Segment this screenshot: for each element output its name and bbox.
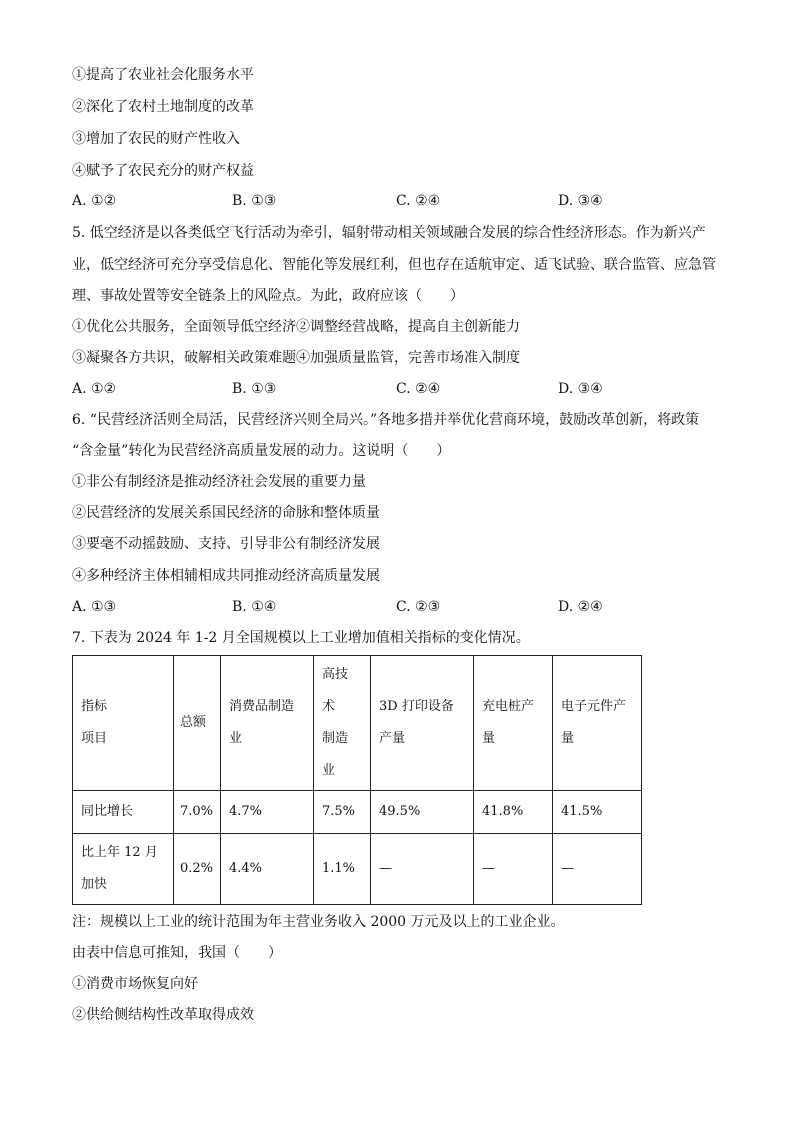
q7-statement-2: ②供给侧结构性改革取得成效 [72, 1007, 254, 1023]
row-label-vs-december-line-1: 比上年 12 月 [81, 845, 158, 860]
row-label-yoy: 同比增长 [73, 791, 174, 834]
cell-yoy-3d: 49.5% [371, 791, 474, 834]
q4-option-c[interactable]: C. ②④ [396, 193, 441, 209]
header-consumer-goods [221, 656, 314, 791]
q4-statement-1: ①提高了农业社会化服务水平 [72, 67, 254, 83]
header-electronic-components-line-2: 量 [561, 731, 575, 746]
corner-label-indicator: 指标 [81, 699, 108, 714]
q6-option-a[interactable]: A. ①③ [72, 599, 117, 615]
header-consumer-goods-line-2: 业 [229, 731, 243, 746]
cell-dec-electronic: — [553, 834, 642, 905]
q7-question: 由表中信息可推知，我国（ ） [72, 945, 282, 961]
q7-statement-1: ①消费市场恢复向好 [72, 976, 198, 992]
cell-yoy-electronic: 41.5% [553, 791, 642, 834]
q4-option-b[interactable]: B. ①③ [232, 193, 277, 209]
header-3d-printer-line-1: 3D 打印设备 [379, 699, 454, 714]
header-high-tech-line-3: 制造 [322, 731, 349, 746]
header-charging-pile [474, 656, 553, 791]
q7-intro: 7. 下表为 2024 年 1-2 月全国规模以上工业增加值相关指标的变化情况。 [72, 630, 530, 646]
header-total-text: 总额 [180, 715, 207, 730]
table-corner-cell [73, 656, 174, 791]
cell-dec-3d: — [371, 834, 474, 905]
header-electronic-components [553, 656, 642, 791]
row-label-vs-december-line-2: 加快 [81, 877, 108, 892]
q5-stem-line-2: 业，低空经济可充分享受信息化、智能化等发展红利，但也存在适航审定、适飞试验、联合监管、应急管 [72, 257, 716, 273]
table-row-vs-december [73, 834, 642, 905]
q6-stem-line-2: “含金量”转化为民营经济高质量发展的动力。这说明（ ） [72, 443, 451, 459]
header-3d-printer [371, 656, 474, 791]
q6-option-c[interactable]: C. ②③ [396, 599, 441, 615]
cell-yoy-hightech: 7.5% [314, 791, 371, 834]
q5-statements-3-4: ③凝聚各方共识，破解相关政策难题④加强质量监管，完善市场准入制度 [72, 350, 520, 366]
header-3d-printer-line-2: 产量 [379, 731, 406, 746]
q7-note: 注：规模以上工业的统计范围为年主营业务收入 2000 万元及以上的工业企业。 [72, 914, 565, 930]
table-row-yoy-growth [73, 791, 642, 834]
industry-indicators-table [72, 655, 642, 905]
q5-stem-line-3: 理、事故处置等安全链条上的风险点。为此，政府应该（ ） [72, 288, 464, 304]
q6-statement-2: ②民营经济的发展关系国民经济的命脉和整体质量 [72, 505, 380, 521]
cell-dec-consumer: 4.4% [221, 834, 314, 905]
q6-statement-3: ③要毫不动摇鼓励、支持、引导非公有制经济发展 [72, 536, 380, 552]
q6-options [72, 597, 652, 617]
q5-option-b[interactable]: B. ①③ [232, 381, 277, 397]
cell-yoy-charging: 41.8% [474, 791, 553, 834]
q5-statements-1-2: ①优化公共服务，全面领导低空经济②调整经营战略，提高自主创新能力 [72, 319, 520, 335]
cell-dec-hightech: 1.1% [314, 834, 371, 905]
header-high-tech-line-1: 高技 [322, 667, 349, 682]
row-label-vs-december [73, 834, 174, 905]
q4-option-d[interactable]: D. ③④ [558, 193, 603, 209]
table-header-row [73, 656, 642, 791]
q5-option-a[interactable]: A. ①② [72, 381, 117, 397]
header-electronic-components-line-1: 电子元件产 [561, 699, 627, 714]
q6-option-d[interactable]: D. ②④ [558, 599, 603, 615]
cell-yoy-consumer: 4.7% [221, 791, 314, 834]
q4-statement-3: ③增加了农民的财产性收入 [72, 131, 240, 147]
q4-options [72, 191, 652, 211]
q5-option-c[interactable]: C. ②④ [396, 381, 441, 397]
q4-statement-4: ④赋予了农民充分的财产权益 [72, 163, 254, 179]
q6-option-b[interactable]: B. ①④ [232, 599, 277, 615]
header-charging-pile-line-2: 量 [482, 731, 496, 746]
q6-statement-1: ①非公有制经济是推动经济社会发展的重要力量 [72, 474, 366, 490]
q5-stem-line-1: 5. 低空经济是以各类低空飞行活动为牵引，辐射带动相关领域融合发展的综合性经济形态。作为新兴产 [72, 225, 706, 241]
header-total [174, 656, 221, 791]
header-charging-pile-line-1: 充电桩产 [482, 699, 535, 714]
header-high-tech [314, 656, 371, 791]
header-high-tech-line-2: 术 [322, 699, 336, 714]
header-consumer-goods-line-1: 消费品制造 [229, 699, 295, 714]
q6-stem-line-1: 6. “民营经济活则全局活，民营经济兴则全局兴。”各地多措并举优化营商环境，鼓励改革创新，将政策 [72, 412, 700, 428]
q4-option-a[interactable]: A. ①② [72, 193, 117, 209]
cell-dec-charging: — [474, 834, 553, 905]
q5-option-d[interactable]: D. ③④ [558, 381, 603, 397]
q5-options [72, 379, 652, 399]
header-high-tech-line-4: 业 [322, 763, 336, 778]
cell-dec-total: 0.2% [174, 834, 221, 905]
corner-label-item: 项目 [81, 731, 108, 746]
cell-yoy-total: 7.0% [174, 791, 221, 834]
q4-statement-2: ②深化了农村土地制度的改革 [72, 99, 254, 115]
q6-statement-4: ④多种经济主体相辅相成共同推动经济高质量发展 [72, 568, 380, 584]
